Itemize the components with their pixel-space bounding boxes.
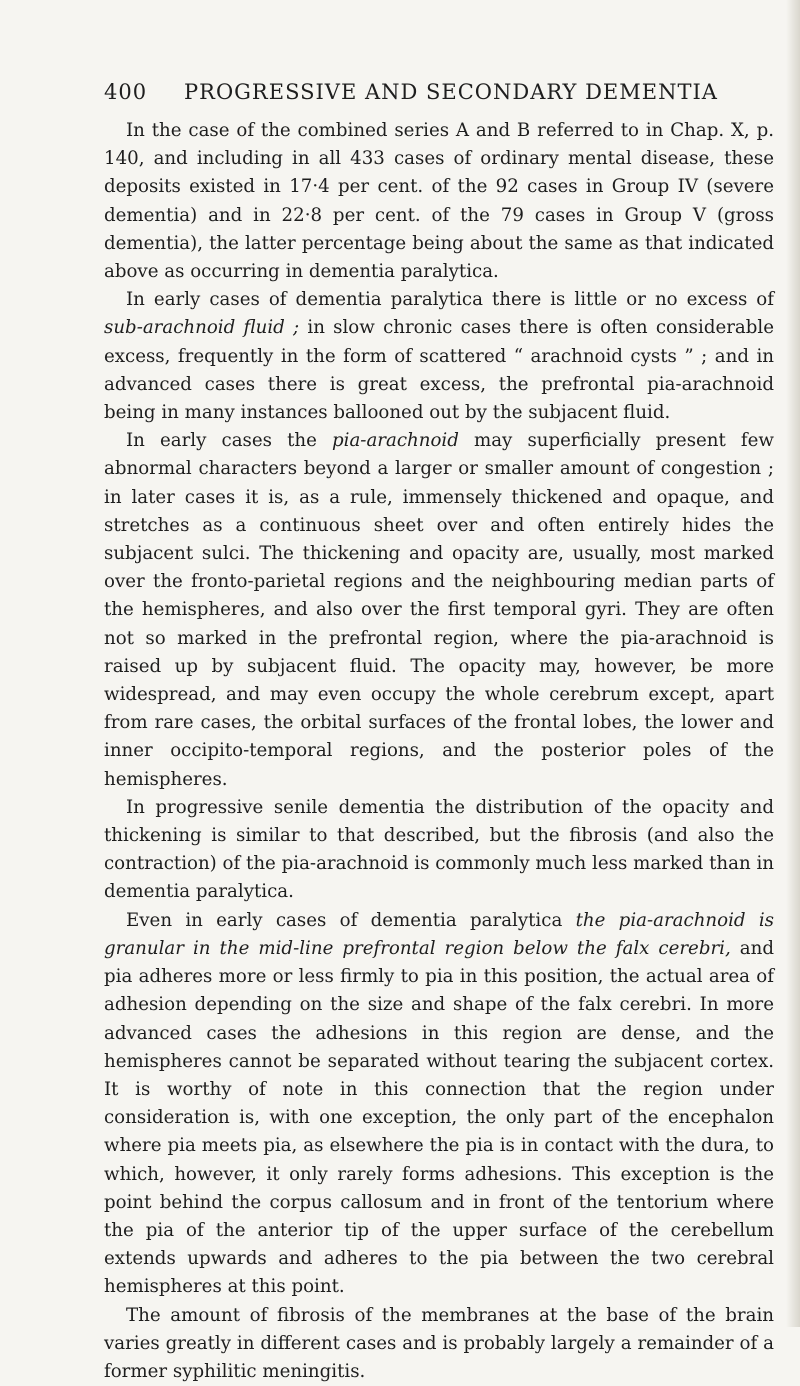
page-number: 400 xyxy=(104,80,148,104)
paragraph: The amount of fibrosis of the membranes at the base of the brain varies greatly in different cases and is probably largely a remainder of a former syphilitic meningitis. xyxy=(104,1304,774,1382)
italic-term: pia-arachnoid xyxy=(332,430,459,452)
page-edge-shadow xyxy=(786,0,800,1327)
italic-term: sub-arachnoid fluid ; xyxy=(104,317,300,339)
paragraph xyxy=(104,286,774,427)
paragraph-text: In early cases the xyxy=(126,430,332,452)
paragraph xyxy=(104,907,774,1302)
paragraph-text: may superficially present few abnormal characters beyond a larger or smaller amount of congestion ; in later cases it is, as a rule, immensely thickened and opaque, and stretches as a continuous sheet over and often entirely hides the subjacent sulci. The thickening and opacity are, usually, most marked over the fronto-parietal regions and the neighbouring median parts of the hemispheres, and also over the first temporal gyri. They are often not so marked in the prefrontal region, where the pia-arachnoid is raised up by subjacent fluid. The opacity may, however, be more widespread, and may even occupy the whole cerebrum except, apart from rare cases, the orbital surfaces of the frontal lobes, the lower and inner occipito-temporal regions, and the posterior poles of the hemispheres. xyxy=(104,430,774,790)
paragraph: In progressive senile dementia the distribution of the opacity and thickening is similar to that described, but the fibrosis (and also the contraction) of the pia-arachnoid is commonly much less marked than in dementia paralytica. xyxy=(104,796,774,903)
chapter-title: PROGRESSIVE AND SECONDARY DEMENTIA xyxy=(184,80,718,104)
body-text xyxy=(104,117,774,1386)
paragraph-text: Even in early cases of dementia paralytica xyxy=(126,909,576,931)
paragraph-text: In early cases of dementia paralytica there is little or no excess of xyxy=(126,289,774,311)
italic-term: the pia-arachnoid is granular in the mid-line prefrontal region below the falx cerebri, xyxy=(104,909,774,959)
paragraph-text: in slow chronic cases there is often considerable excess, frequently in the form of scattered “ arachnoid cysts ” ; and in advanced cases there is great excess, the prefrontal pia-arachnoid being in many instances ballooned out by the subjacent fluid. xyxy=(104,317,774,424)
paragraph: In the case of the combined series A and B referred to in Chap. X, p. 140, and including in all 433 cases of ordinary mental disease, these deposits existed in 17·4 per cent. of the 92 cases in Group IV (severe dementia) and in 22·8 per cent. of the 79 cases in Group V (gross dementia), the latter percentage being about the same as that indicated above as occurring in dementia paralytica. xyxy=(104,120,774,283)
paragraph xyxy=(104,427,774,794)
running-head xyxy=(104,80,718,110)
paragraph-text: and pia adheres more or less firmly to pia in this position, the actual area of adhesion depending on the size and shape of the falx cerebri. In more advanced cases the adhesions in this region are dense, and the hemispheres cannot be separated without tearing the subjacent cortex. It is worthy of note in this connection that the region under consideration is, with one exception, the only part of the encephalon where pia meets pia, as elsewhere the pia is in contact with the dura, to which, however, it only rarely forms adhesions. This exception is the point behind the corpus callosum and in front of the tentorium where the pia of the anterior tip of the upper surface of the cerebellum extends upwards and adheres to the pia between the two cerebral hemispheres at this point. xyxy=(104,937,774,1298)
